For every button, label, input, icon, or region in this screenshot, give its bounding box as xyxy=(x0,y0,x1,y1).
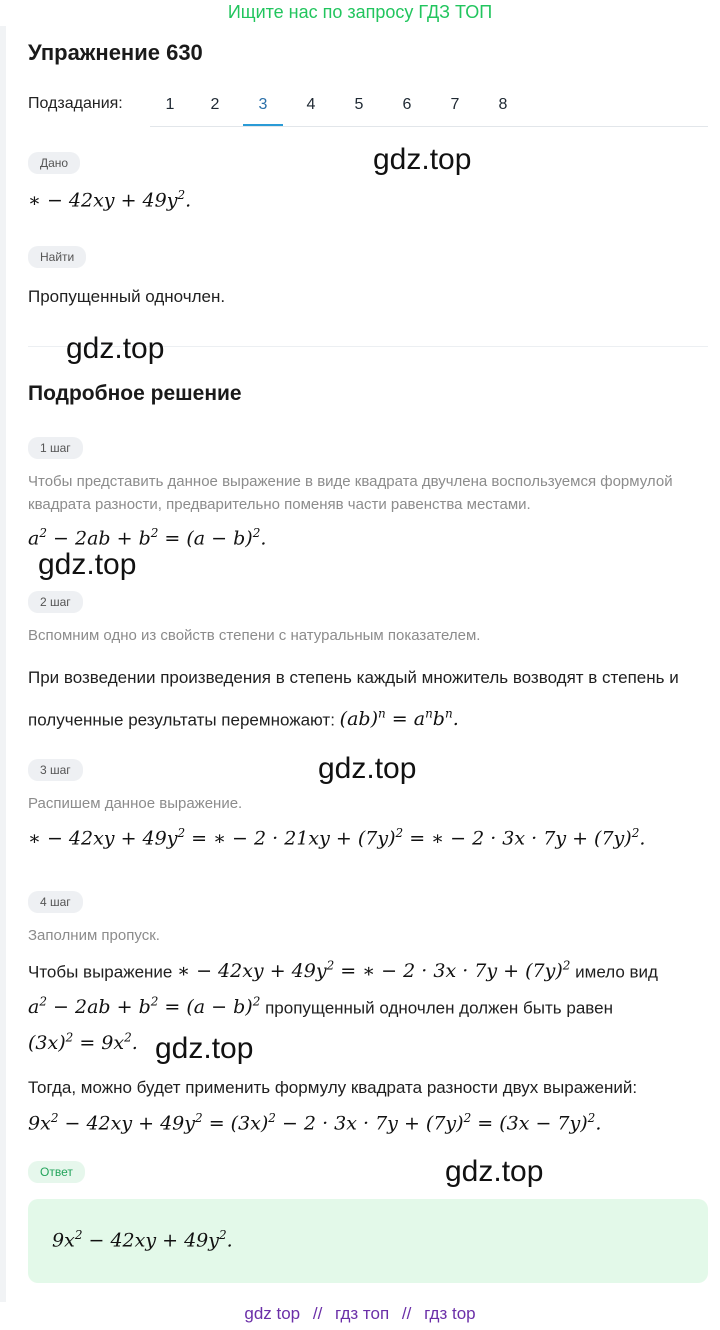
step-3-formula: ∗ − $42xy + 49y^2$ = ∗ − $2 \cdot 21xy + (7y)^2$ = ∗ − $2 \cdot 3x \cdot 7y + (7y)^2$. xyxy=(28,826,646,850)
subtasks-label: Подзадания: xyxy=(28,95,123,112)
solution-title: Подробное решение xyxy=(28,382,242,405)
footer-links xyxy=(0,1304,720,1324)
answer-box xyxy=(28,1199,708,1283)
footer-link-gdz-top-mixed[interactable]: гдз top xyxy=(424,1304,476,1323)
step-2-note: Вспомним одно из свойств степени с натуральным показателем. xyxy=(28,627,481,644)
step-4-line-4: Тогда, можно будет применить формулу квадрата разности двух выражений: xyxy=(28,1078,638,1097)
tab-subtask-3[interactable]: 3 xyxy=(243,86,283,126)
step-4-line-3: $(3x)^2 = 9x^2$. xyxy=(28,1031,138,1055)
footer-separator: // xyxy=(401,1304,412,1323)
step-2-chip: 2 шаг xyxy=(28,591,83,613)
footer-separator: // xyxy=(312,1304,323,1323)
given-expression: ∗ − $42xy + 49y^2$. xyxy=(28,188,192,212)
watermark: gdz.top xyxy=(155,1032,254,1065)
step-3-note: Распишем данное выражение. xyxy=(28,795,243,812)
step-4-chip: 4 шаг xyxy=(28,891,83,913)
page-title: Упражнение 630 xyxy=(28,40,203,65)
answer-chip: Ответ xyxy=(28,1161,85,1183)
tab-subtask-5[interactable]: 5 xyxy=(354,96,364,113)
tab-subtask-4[interactable]: 4 xyxy=(306,96,316,113)
footer-link-gdz-top-ru[interactable]: гдз топ xyxy=(335,1304,390,1323)
step-2-text: При возведении произведения в степень каждый множитель возводят в степень и полученные результаты перемножают: $(ab)^n = a^nb^n$. xyxy=(28,668,679,731)
step-1-formula: $a^2 - 2ab + b^2 = (a - b)^2$. xyxy=(28,526,267,550)
step-1-chip: 1 шаг xyxy=(28,437,83,459)
subtask-tabs xyxy=(150,86,708,127)
step-3-chip: 3 шаг xyxy=(28,759,83,781)
given-chip: Дано xyxy=(28,152,80,174)
watermark: gdz.top xyxy=(38,548,137,581)
tab-subtask-8[interactable]: 8 xyxy=(498,96,508,113)
watermark: gdz.top xyxy=(373,143,472,176)
step-4-line-2: $a^2 - 2ab + b^2 = (a - b)^2$ пропущенный одночлен должен быть равен xyxy=(28,995,613,1019)
answer-expression: $9x^2 - 42xy + 49y^2$. xyxy=(52,1228,233,1252)
step-4-formula: $9x^2 - 42xy + 49y^2 = (3x)^2 - 2 \cdot 3x \cdot 7y + (7y)^2 = (3x - 7y)^2$. xyxy=(28,1111,602,1135)
step-4-note: Заполним пропуск. xyxy=(28,927,160,944)
watermark: gdz.top xyxy=(66,332,165,365)
tab-subtask-2[interactable]: 2 xyxy=(210,96,220,113)
card-left-edge xyxy=(0,26,6,1302)
footer-link-gdz-top[interactable]: gdz top xyxy=(244,1304,301,1323)
tab-subtask-1[interactable]: 1 xyxy=(165,96,175,113)
promo-banner[interactable]: Ищите нас по запросу ГДЗ ТОП xyxy=(227,2,493,22)
watermark: gdz.top xyxy=(318,752,417,785)
find-text: Пропущенный одночлен. xyxy=(28,287,226,306)
step-4-line-1: Чтобы выражение ∗ − $42xy + 49y^2$ = ∗ − $2 \cdot 3x \cdot 7y + (7y)^2$ имело вид xyxy=(28,959,658,983)
step-1-note: Чтобы представить данное выражение в виде квадрата двучлена воспользуемся формулой квадрата разности, предварительно поменяв части равенства местами. xyxy=(28,473,673,513)
tab-subtask-6[interactable]: 6 xyxy=(402,96,412,113)
find-chip: Найти xyxy=(28,246,86,268)
tab-subtask-7[interactable]: 7 xyxy=(450,96,460,113)
watermark: gdz.top xyxy=(445,1155,544,1188)
